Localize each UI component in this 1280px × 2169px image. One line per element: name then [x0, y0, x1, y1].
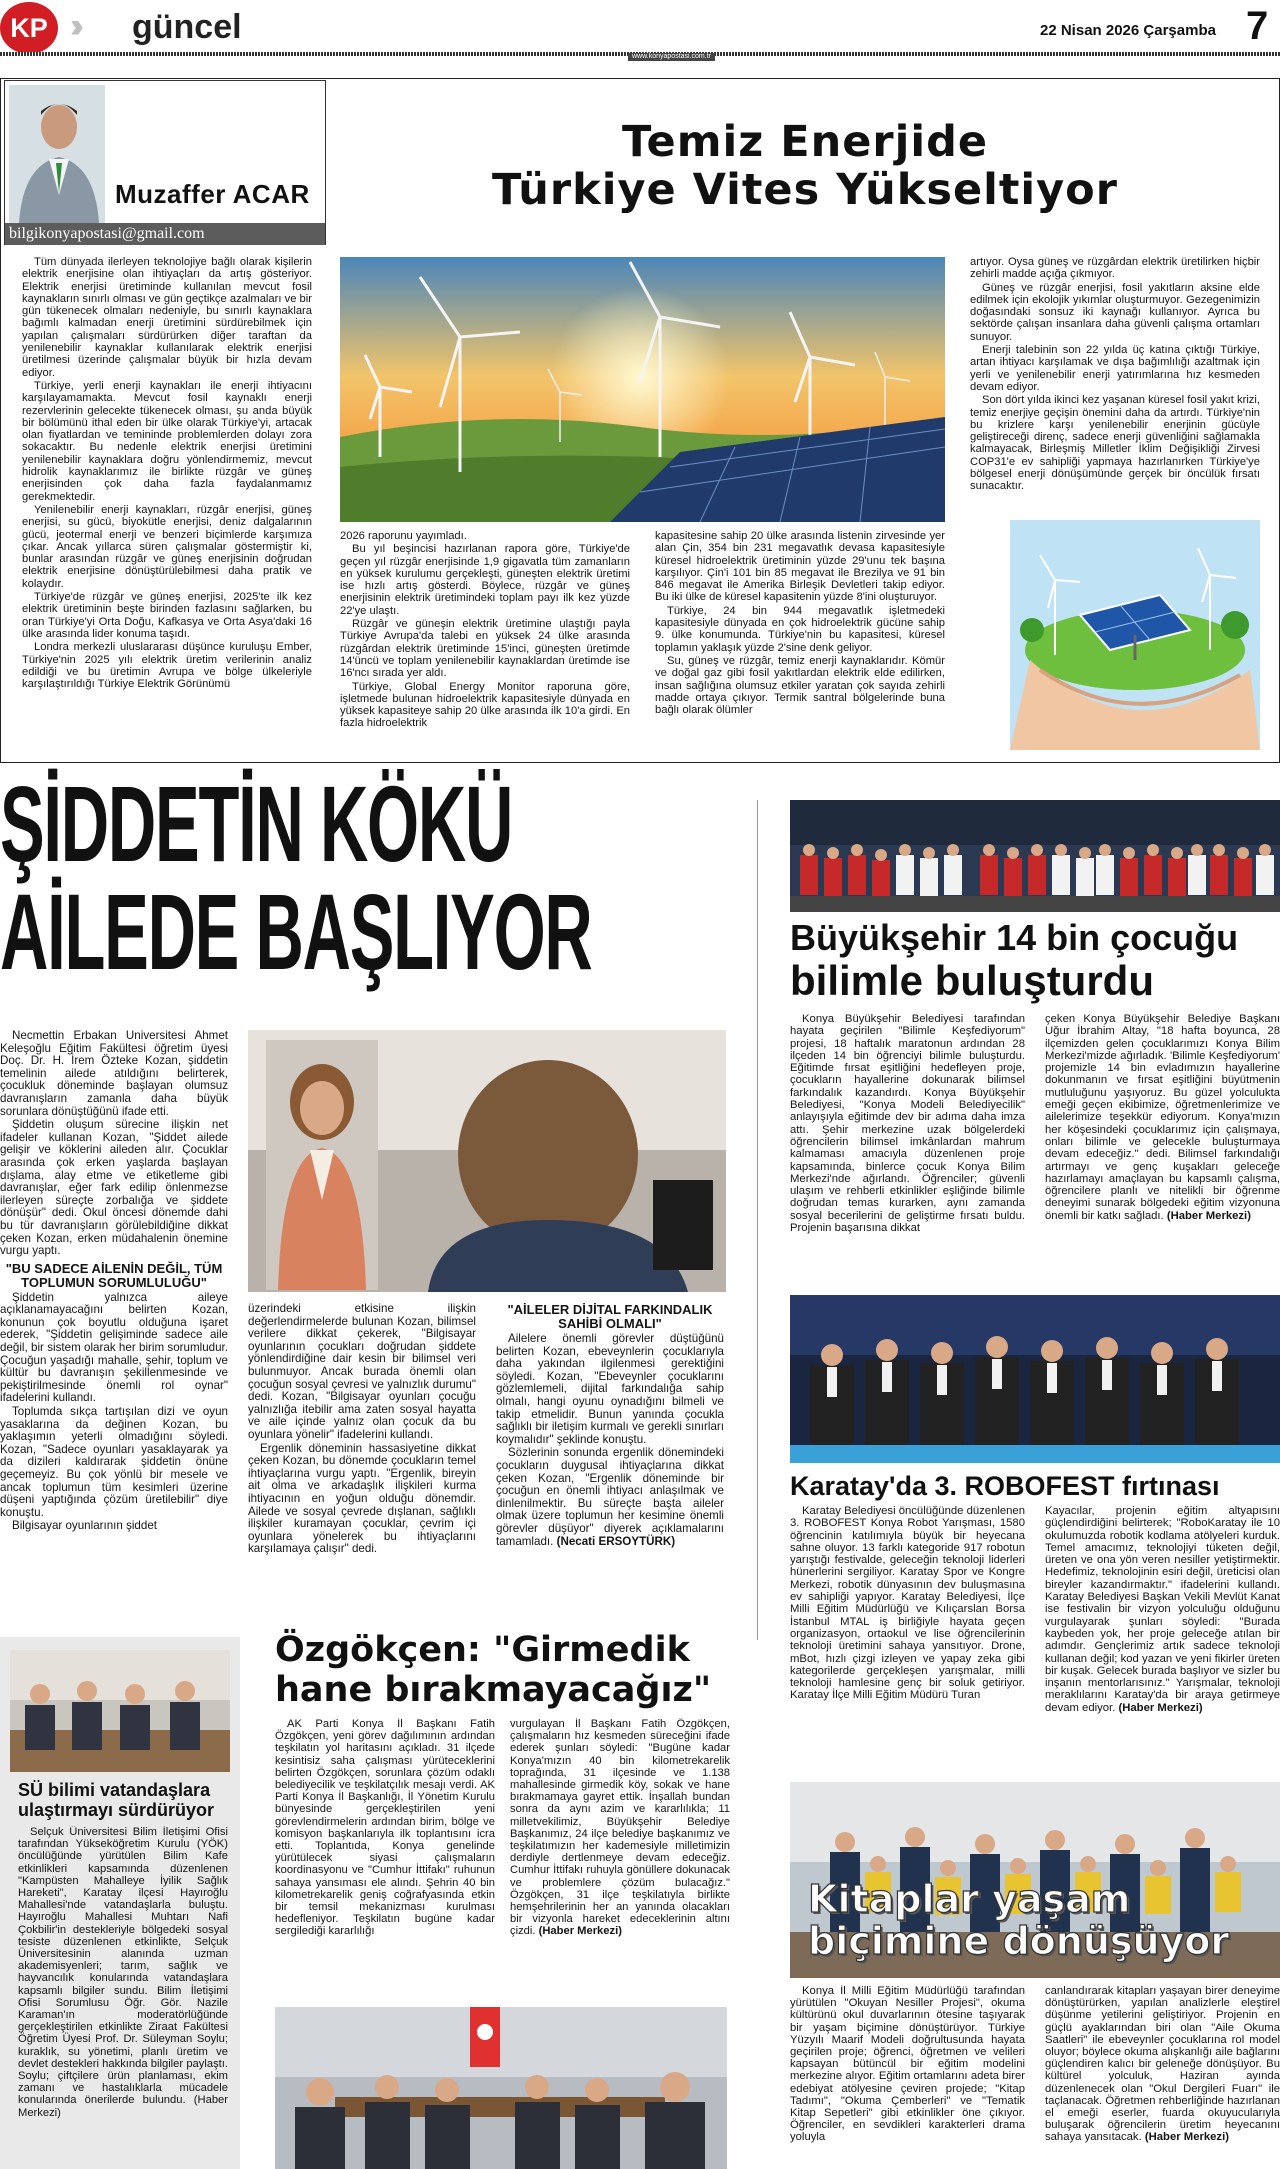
- paragraph: Londra merkezli uluslararası düşünce kuruluşu Ember, Türkiye'nin 2025 yılı elektrik üretim verilerinin analiz edildiği ve bu üretimin Avrupa ve bölge ülkeleriyle karşılaştırıldığı Türkiye Elektrik Görünümü: [22, 641, 312, 691]
- byline: (Haber Merkezi): [1118, 1701, 1203, 1714]
- violence-col2: [248, 1303, 476, 1618]
- paragraph-text: Sözlerinin sonunda ergenlik dönemindeki çocukların duygusal ihtiyaçlarına dikkat çeken Kozan, "Ergenlik döneminde bir çocuğun en önemli ihtiyacı anlaşılmak ve dinlenilmektir. Bu süreçte başta aileler olmak üzere toplumun her kesimine önemli görevler düşüyor" diyerek açıklamalarını tamamladı.: [496, 1446, 724, 1548]
- violence-headline-line1: ŞİDDETİN KÖKÜ: [0, 763, 513, 884]
- paragraph: Ergenlik döneminin hassasiyetine dikkat çeken Kozan, bu dönemde çocukların temel ihtiyaçlarına vurgu yaptı. "Ergenlik, bireyin ait olma ve arkadaşlık ilişkileri kurma ihtiyacının en yoğun olduğu dönemdir. Ailede ve sosyal çevrede dışlanan, sağlıklı ilişkiler kuramayan çocuklar, çevrim içi oyunlara yönelerek bu ihtiyaçlarını karşılamaya çalışır" dedi.: [248, 1441, 476, 1556]
- website[interactable]: www.konyapostasi.com.tr: [628, 53, 715, 61]
- violence-col1: [0, 1030, 228, 1605]
- paragraph: Su, güneş ve rüzgâr, temiz enerji kaynaklarıdır. Kömür ve doğal gaz gibi fosil yakıtlardan elektrik elde edilirken, insan sağlığına olumsuz etkiler yaratan çok sayıda zehirli madde ortaya çıkıyor. Termik santral bölgelerinde buna bağlı olarak ölümler: [655, 654, 945, 717]
- science-col1: [790, 1013, 1025, 1263]
- paragraph: Türkiye, yerli enerji kaynakları ile enerji ihtiyacını karşılayamamakta. Mevcut fosil kaynaklı enerji rezervlerinin gelecekte tükenecek olması, şu anda büyük bir bölümünü ithal eden bir ülke olarak Türkiye'yi, artacak olan fiyatlardan ve temininde problemlerden dolayı zora sokacaktır. Bu nedenle elektrik enerjisi üretimini yenilenebilir kaynaklara doğru yönlendirmemiz, mevcut hidrolik kaynaklarımız ile birlikte rüzgâr ve güneş enerjisinden çok daha fazla faydalanmamız gerekmektedir.: [22, 379, 312, 503]
- paragraph: [1045, 1985, 1280, 2144]
- selcuk-body: [18, 1826, 228, 2162]
- paragraph: Son dört yılda ikinci kez yaşanan küresel fosil yakıt krizi, temiz enerjiye geçişin önemini daha da artırdı. Türkiye'nin bu krizlere karşı yenilenebilir enerjinin gücüyle geliştireceği direnç, sadece enerji güvenliğini sağlamakla kalmayacak, Birleşmiş Milletler İklim Değişikliği Zirvesi COP31'e ev sahipliği yapmaya hazırlanırken Türkiye'ye bölgesel enerji dönüşümünde gerçek bir öncülük fırsatı sunacaktır.: [970, 394, 1260, 493]
- paragraph: Necmettin Erbakan Üniversitesi Ahmet Keleşoğlu Eğitim Fakültesi öğretim üyesi Doç. Dr. H. İrem Özteke Kozan, şiddetin temelinin ailede atıldığını belirterek, çocukluk döneminde başlayan olumsuz davranışların zamanla daha büyük sorunlara dönüştüğünü ifade etti.: [0, 1030, 228, 1118]
- column-text-col1: [22, 256, 312, 746]
- paragraph-text: vurgulayan İl Başkanı Fatih Özgökçen, çalışmaların hız kesmeden süreceğini ifade ederek şunları söyledi: "Bugüne kadar Konya'mızın 40 bin kilometrekarelik toprağında, 31 ilçesinde ve 1.138 mahallesinde girmedik köy, sokak ve hane bırakmamaya gayret ettik. İnşallah bundan sonra da aynı azim ve kararlılıkla; 11 milletvekilimiz, Büyükşehir Belediye Başkanımız, 24 ilçe belediye başkanımız ve teşkilatımızın her kademesiyle milletimizin derdiyle dertlenmeye devam edeceğiz. Cumhur İttifakı ruhuyla gönüllere dokunacak ve problemlere çözüm bulacağız." Özgökçen, 31 ilçe teşkilatıyla birlikte hemşehrilerinin her an yanında olacakları bir vizyonla hareket edeceklerinin altını çizdi.: [510, 1718, 730, 1938]
- books-col2: [1045, 1985, 1280, 2167]
- issue-date: 22 Nisan 2026 Çarşamba: [1040, 22, 1216, 39]
- byline: (Haber Merkezi): [538, 1925, 622, 1938]
- paragraph: Türkiye'de rüzgâr ve güneş enerjisi, 2025'te ilk kez elektrik üretiminin beşte birinden fazlasını sağlarken, bu oran Türkiye'yi Orta Doğu, Kafkasya ve Orta Asya'daki 16 ülke arasında lider konuma taşıdı.: [22, 591, 312, 640]
- paragraph: Konya İl Milli Eğitim Müdürlüğü tarafından yürütülen "Okuyan Nesiller Projesi", okuma kültürünü okul duvarlarının ötesine taşıyarak bir yaşam biçimine dönüştürüyor. Türkiye Yüzyılı Maarif Modeli doğrultusunda hayata geçirilen proje; öğrenci, öğretmen ve velileri kapsayan bütüncül bir eğitim modelini merkezine alıyor. Eğitim ortamlarını adeta birer edebiyat atölyesine çeviren projede; "Kitap Tadımı", "Okuma Çemberleri" ve "Tematik Kitap Sepetleri" gibi etkinlikler öne çıkıyor. Öğrenciler, en sevdikleri karakterleri drama yoluyla: [790, 1985, 1025, 2144]
- ozgokcen-photo: [275, 2007, 727, 2169]
- science-headline: [790, 918, 1280, 1004]
- logo-text: KP: [10, 13, 48, 43]
- paragraph: üzerindeki etkisine ilişkin değerlendirmelerde bulunan Kozan, bilimsel verilere dikkat çekerek, "Bilgisayar oyunlarının çocukları doğrudan şiddete yönlendirdiğine dair kesin bir bilimsel veri bulunmuyor. Ancak burada önemli olan çocuğun sosyal çevresi ve yalnızlık durumu" dedi. Kozan, "Bilgisayar oyunları çocuğu yalnızlığa itebilir ama zaten sosyal hayatta ve aile içinde yalnız olan çocuk da bu oyunlara yönelir" ifadelerini kullandı.: [248, 1303, 476, 1441]
- paragraph: [1045, 1505, 1280, 1714]
- books-headline-line1: Kitaplar yaşam: [808, 1877, 1131, 1921]
- column-title-line1: Temiz Enerjide: [621, 117, 989, 167]
- paragraph: Güneş ve rüzgâr enerjisi, fosil yakıtların aksine elde edilmek için ekolojik yıkımlar oluşturmuyor. Gezegenimizin doğasındaki sonsuz iki kaynağı kullanıyor. Ayrıca bu sektörde çalışan insanlara daha güvenli çalışma ortamları sunuyor.: [970, 281, 1260, 343]
- ozgokcen-col2: [510, 1718, 730, 2003]
- paragraph: Tüm dünyada ilerleyen teknolojiye bağlı olarak kişilerin elektrik enerjisine olan ihtiyaçları da artış gösteriyor. Elektrik enerjisi üretiminde kullanılan mevcut fosil kaynakların sınırlı olması ve gün geçtikçe azalmaları ve bir gün tükenecek olmaları nedeniyle, bu sınırlı kaynaklara bağımlı kalmadan enerji üretimini sürdürebilmek için yapılan çalışmaları sürdürürken diğer taraftan da yenilenebilir kaynaklar kullanılarak elektrik enerjisi üretilmesi üzerinde çalışmalar büyük bir hızla devam ediyor.: [22, 256, 312, 379]
- science-photo: [790, 800, 1280, 912]
- section-title: güncel: [132, 8, 242, 46]
- paragraph-text: Kayacılar, projenin eğitim altyapısını güçlendirdiğini belirterek; "RoboKaratay ile 10 okulumuzda robotik kodlama atölyeleri kurduk. Temel amacımız, teknolojiyi tüketen değil, üreten ve ona yön veren nesiller yetiştirmektir. Hedefimiz, teknolojinin esiri değil, üreticisi olan bireyler kazandırmaktır." ifadelerini kullandı. Karatay Belediyesi Başkan Vekili Mevlüt Kanat ise festivalin bir vizyon yolculuğu olduğunu vurgulayarak şunları söyledi: "Burada kaybeden yok, her proje geleceğe atılan bir adımdır. Gençlerimiz artık sadece teknoloji kullanan değil; kod yazan ve yeni fikirler üreten bir kuşak. Gelecek burada başlıyor ve sizler bu inşanın mentorlarısınız." Yarışmalar, teknoloji meraklılarını Karatay'da bir araya getirmeye devam ediyor.: [1045, 1505, 1280, 1714]
- ozgokcen-headline: [275, 1630, 745, 1710]
- paragraph: [18, 1826, 228, 2119]
- robofest-headline: Karatay'da 3. ROBOFEST fırtınası: [790, 1471, 1220, 1501]
- byline: (Haber Merkezi): [1166, 1209, 1251, 1222]
- paragraph: [510, 1718, 730, 1938]
- paragraph: Türkiye, Global Energy Monitor raporuna göre, işletmede bulunan hidroelektrik kapasitesiyle dünyada en yüksek kapasiteye sahip 20 ülke arasında ilk 10'a girdi. En fazla hidroelektrik: [340, 680, 630, 730]
- author-email[interactable]: bilgikonyapostasi@gmail.com: [5, 223, 325, 245]
- paragraph: Şiddetin yalnızca aileye açıklanamayacağını belirten Kozan, konunun çok boyutlu olduğuna işaret ederek, "Şiddetin gelişiminde sadece aile değil, bir sistem olarak her birim sorumludur. Çocuğun yaşadığı mahalle, şehir, toplum ve kültür bu davranışın şekillenmesinde ve pekiştirilmesinde önemli rol oynar" ifadelerini kullandı.: [0, 1290, 228, 1405]
- byline: (Haber Merkezi): [18, 2094, 228, 2119]
- chevrons-icon: ›››: [70, 7, 74, 45]
- paragraph: AK Parti Konya İl Başkanı Fatih Özgökçen, yeni görev dağılımının ardından teşkilatın yol haritasını açıkladı. 31 ilçede kesintisiz saha çalışması yürüteceklerini belirten Özgökçen, sorunlara çözüm odaklı belediyecilik ve teşkilatçılık mesajı verdi. AK Parti Konya İl Başkanlığı, İl Yönetim Kurulu bünyesinde gerçekleştirilen yeni görevlendirmelerin ardından birim, bölge ve komisyon başkanlarıyla ilk toplantısını icra etti. Toplantıda, Konya genelinde yürütülecek siyasi çalışmaların koordinasyonu ve "Cumhur İttifakı" ruhunun sahaya yansıması ele alındı. Şehrin 40 bin kilometrekarelik geniş coğrafyasında etkin bir temsil mekanizması kurulması hedefleniyor. Teşkilatın bugüne kadar sergilediği kararlılığı: [275, 1718, 495, 1938]
- logo: [0, 2, 58, 54]
- selcuk-headline-line2: ulaştırmayı sürdürüyor: [18, 1800, 215, 1820]
- page-header: [0, 0, 1280, 60]
- byline: (Haber Merkezi): [1144, 2131, 1229, 2144]
- selcuk-headline: [18, 1780, 238, 1820]
- violence-headline: [0, 763, 740, 992]
- paragraph-text: canlandırarak kitapları yaşayan birer deneyime dönüştürürken, yapılan analizlerle eleştirel düşünme yetilerini geliştiriyor. Projenin en güçlü ayaklarından biri olan "Aile Okuma Saatleri" ile ebeveynler çocuklarına rol model oluyor; böylece okuma alışkanlığı aile bağlarını güçlendiren kalıcı bir geleneğe dönüşüyor. Bu kültürel yolculuk, Haziran ayında düzenlenecek olan "Okul Dergileri Fuarı" ile taçlanacak. Öğretmen rehberliğinde hazırlanan el emeği eserler, fuarda okuyucularıyla buluşarak öğrencilerin üretim heyecanını sahaya yansıtacak.: [1045, 1985, 1280, 2144]
- page-number: 7: [1246, 4, 1269, 48]
- violence-subhead1: "BU SADECE AİLENİN DEĞİL, TÜM TOPLUMUN SORUMLULUĞU": [5, 1260, 223, 1290]
- robofest-col2: [1045, 1505, 1280, 1755]
- column-text-col4: [970, 256, 1260, 516]
- paragraph: Bilgisayar oyunlarının şiddet: [12, 1519, 158, 1533]
- paragraph: [1045, 1013, 1280, 1222]
- violence-photo: [248, 1030, 726, 1292]
- books-headline: [808, 1878, 1278, 1962]
- violence-headline-line2: AİLEDE BAŞLIYOR: [0, 871, 592, 992]
- author-name: Muzaffer ACAR: [115, 179, 310, 209]
- robofest-photo: [790, 1295, 1280, 1463]
- ozgokcen-headline-line1: Özgökçen: "Girmedik: [275, 1630, 690, 1670]
- science-col2: [1045, 1013, 1280, 1263]
- paragraph: artıyor. Oysa güneş ve rüzgârdan elektrik üretilirken hiçbir zehirli madde açığa çıkmıyor.: [970, 256, 1260, 281]
- vertical-rule: [757, 800, 758, 1640]
- science-headline-line2: bilimle buluşturdu: [790, 957, 1154, 1004]
- paragraph: Türkiye, 24 bin 944 megavatlık işletmedeki kapasitesiyle dünyada en çok hidroelektrik gücüne sahip 9. ülke konumunda. Türkiye'nin bu kapasitesi, küresel toplamın yaklaşık yüzde 2'sine denk geliyor.: [655, 604, 945, 654]
- column-title-line2: Türkiye Vites Yükseltiyor: [492, 165, 1118, 215]
- selcuk-photo: [10, 1650, 230, 1772]
- author-photo: [9, 85, 105, 223]
- books-headline-line2: biçimine dönüşüyor: [808, 1919, 1230, 1963]
- ozgokcen-col1: [275, 1718, 495, 2003]
- paragraph: 2026 raporunu yayımladı.: [340, 530, 467, 542]
- books-col1: [790, 1985, 1025, 2167]
- paragraph: Konya Büyükşehir Belediyesi tarafından hayata geçirilen "Bilimle Keşfediyorum" projesi, 18 haftalık maratonun ardından 28 ilçeden 14 bin öğrenciyi bilimle buluşturdu. Eğitimde fırsat eşitliğini hedefleyen proje, çocukların hayallerine dokunarak bilimsel farkındalık kazandırdı. Konya Büyükşehir Belediyesi, "Konya Modeli Belediyecilik" anlayışıyla eğitimde dev bir adıma daha imza attı. Şehir merkezine uzak bölgelerdeki öğrencilerin bilimsel imkânlardan mahrum kalmaması amacıyla düzenlenen proje kapsamında, binlerce çocuk Konya Bilim Merkezi'nde ağırlandı. Öğrenciler; güvenli ulaşım ve rehberli etkinlikler eşliğinde bilimle doğrudan temas kurarken, aynı zamanda sosyal becerilerini de geliştirme fırsatı buldu. Projenin başarısına dikkat: [790, 1013, 1025, 1235]
- selcuk-headline-line1: SÜ bilimi vatandaşlara: [18, 1780, 211, 1800]
- column-text-col3: [655, 530, 945, 745]
- wind-solar-photo: [340, 257, 945, 522]
- paragraph-text: Selçuk Üniversitesi Bilim İletişimi Ofisi tarafından Yükseköğretim Kurulu (YÖK) öncülüğünde yürütülen Bilim Kafe etkinlikleri kapsamında düzenlenen "Kampüsten Mahalleye İyilik Sağlık Hareketi", Karatay ilçesi Hayıroğlu Mahallesi'nde vatandaşlarla buluştu. Hayıroğlu Mahallesi Muhtarı Nafi Çokbilir'in destekleriyle bölgedeki sosyal tesiste düzenlenen etkinlikte, Selçuk Üniversitesinin alanında uzman akademisyenleri; tarım, sağlık ve hayvancılık konularında vatandaşlara kapsamlı bilgiler sundu. Bilim İletişimi Ofisi Sorumlusu Öğr. Gör. Nazile Karaman'ın moderatörlüğünde gerçekleştirilen etkinlikte Ziraat Fakültesi Öğretim Üyesi Prof. Dr. Süleyman Soylu; kuraklık, su yönetimi, planlı üretim ve devlet destekleri hakkında bilgiler paylaştı. Soylu; çiftçilere ürün planlaması, ekim zamanı ve hastalıklarla mücadele konularında önerilerde bulundu.: [18, 1826, 228, 2107]
- column-text-col2: [340, 530, 630, 745]
- paragraph: Karatay Belediyesi öncülüğünde düzenlenen 3. ROBOFEST Konya Robot Yarışması, 1580 öğrencinin katılımıyla büyük bir heyecana sahne oluyor. 13 farklı kategoride 917 robotun yarıştığı festivalde, geleceğin teknoloji liderleri hünerlerini sergiliyor. Karatay Spor ve Kongre Merkezi, robotik dünyasının dev buluşmasına ev sahipliği yapıyor. Karatay Belediyesi, İlçe Milli Eğitim Müdürlüğü ve Kılıçarslan Borsa İstanbul MTAL iş birliğiyle hayata geçen organizasyon, ortaokul ve lise öğrencilerinin teknoloji üretimini sahaya yansıtıyor. Drone, mBot, hızlı çizgi izleyen ve yapay zeka gibi kategorilerde gerçekleşen yarışmalar, milli teknoloji hamlesine genç bir soluk getiriyor. Karatay İlçe Milli Eğitim Müdürü Turan: [790, 1505, 1025, 1702]
- byline: (Necati ERSOYTÜRK): [556, 1534, 676, 1548]
- hand-solar-photo: [1010, 520, 1260, 750]
- paragraph: [496, 1447, 724, 1548]
- paragraph: Enerji talebinin son 22 yılda üç katına çıktığı Türkiye, artan ihtiyacı karşılamak ve dışa bağımlılığı azaltmak için yerli ve yenilenebilir enerji yatırımlarına hız kesmeden devam ediyor.: [970, 344, 1260, 393]
- paragraph: kapasitesine sahip 20 ülke arasında listenin zirvesinde yer alan Çin, 354 bin 231 megavatlık devasa kapasitesiyle küresel hidroelektrik üretiminin yüzde 29'unu tek başına karşılıyor. Çin'i 101 bin 85 megavat ile Brezilya ve 91 bin 846 megavat ile Amerika Birleşik Devletleri takip ediyor. Bu iki ülke de küresel kapasitenin yüzde 8'ini oluşturuyor.: [655, 530, 945, 604]
- paragraph: Bu yıl beşincisi hazırlanan rapora göre, Türkiye'de geçen yıl rüzgâr enerjisinde 1,9 gigavatla tüm zamanların en yüksek kurulumu gerçekleşti, güneşten elektrik üretimi ise hızlı artış gösterdi. Böylece, rüzgâr ve güneş enerjisinin elektrik üretimindeki toplam payı ilk kez yüzde 22'ye ulaştı.: [340, 543, 630, 617]
- paragraph-text: çeken Konya Büyükşehir Belediye Başkanı Uğur İbrahim Altay, "18 hafta boyunca, 28 ilçemizden gelen çocuklarımızı Konya Bilim Merkezi'mizde ağırladık. 'Bilimle Keşfediyorum' projemizle 14 bin evladımızın hayallerine dokunmanın ve fırsat eşitliğini büyütmenin mutluluğunu yaşıyoruz. Bu güzel yolculukta emeği geçen ekibimize, öğretmenlerimize ve ailelerimize teşekkür ediyorum. Konya'mızın her köşesindeki çocuklarımız için çalışmaya, onları bilimle ve gelecekle buluşturmaya devam edeceğiz." dedi. Bilimsel farkındalığı artırmayı ve genç kuşakları geleceğe hazırlamayı amaçlayan bu kapsamlı çalışma, öğrencilere planlı ve nitelikli bir öğrenme deneyimi sunarak bölgedeki eğitim vizyonuna önemli bir katkı sağladı.: [1045, 1013, 1280, 1222]
- violence-col3: [496, 1303, 724, 1618]
- paragraph: Yenilenebilir enerji kaynakları, rüzgâr enerjisi, güneş enerjisi, su gücü, biyokütle enerjisi, deniz dalgalarının gücü, jeotermal enerji ve benzeri biçimlerde karşımıza çıkar. Ancak yıllarca süren çalışmalar göstermiştir ki, bunlar arasından rüzgâr ve güneş enerjisinin doğrudan elektrik enerjisine dönüştürülebilmesi daha pratik ve kolaydır.: [22, 503, 312, 590]
- science-headline-line1: Büyükşehir 14 bin çocuğu: [790, 917, 1239, 958]
- violence-subhead2: "AİLELER DİJİTAL FARKINDALIK SAHİBİ OLMALI": [507, 1303, 713, 1331]
- paragraph: Şiddetin oluşum sürecine ilişkin net ifadeler kullanan Kozan, "Şiddet ailede gelişir ve köklerini aileden alır. Çocuklar arasında çok erken yaşlarda başlayan dışlama, alay etme ve etiketleme gibi davranışlar, eğer fark edilip önlenmezse ilerleyen süreçte zorbalığa ve şiddete dönüşür" dedi. Okul öncesi dönemde dahi bu tür davranışların görülebildiğine dikkat çeken Kozan, erken müdahalenin önemine vurgu yaptı.: [0, 1118, 228, 1258]
- paragraph: Rüzgâr ve güneşin elektrik üretimine ulaştığı payla Türkiye Avrupa'da talebi en yüksek 24 ülke arasında rüzgârdan elektrik üretiminde 15'inci, güneşten üretimde 14'üncü ve toplam yenilenebilir kaynaklardan üretimde ise 16'ncı sırada yer aldı.: [340, 618, 630, 680]
- robofest-col1: [790, 1505, 1025, 1755]
- column-title: [330, 118, 1280, 214]
- author-box: [4, 80, 326, 245]
- ozgokcen-headline-line2: hane bırakmayacağız": [275, 1670, 712, 1710]
- paragraph: Ailelere önemli görevler düştüğünü belirten Kozan, ebeveynlerin çocuklarıyla daha yakından ilgilenmesi gerektiğini söyledi. Kozan, "Ebeveynler çocuklarını gözlemlemeli, dijital farkındalığa sahip olmalı, hangi oyunu oynadığını bilmeli ve takip etmelidir. Bunun yanında çocukla sağlıklı bir iletişim kurmalı ve gerekli sınırları koymalıdır" şeklinde konuştu.: [496, 1332, 724, 1446]
- paragraph: Toplumda sıkça tartışılan dizi ve oyun yasaklarına da değinen Kozan, bu yaklaşımın yeterli olmadığını söyledi. Kozan, "Sadece oyunları yasaklayarak ya da dizileri kaldırarak şiddetin önüne geçemeyiz. Bu çok yönlü bir mesele ve ancak toplumun tüm kesimleri üzerine düşeni yaptığında çözüm üretilebilir" diye konuştu.: [0, 1405, 228, 1519]
